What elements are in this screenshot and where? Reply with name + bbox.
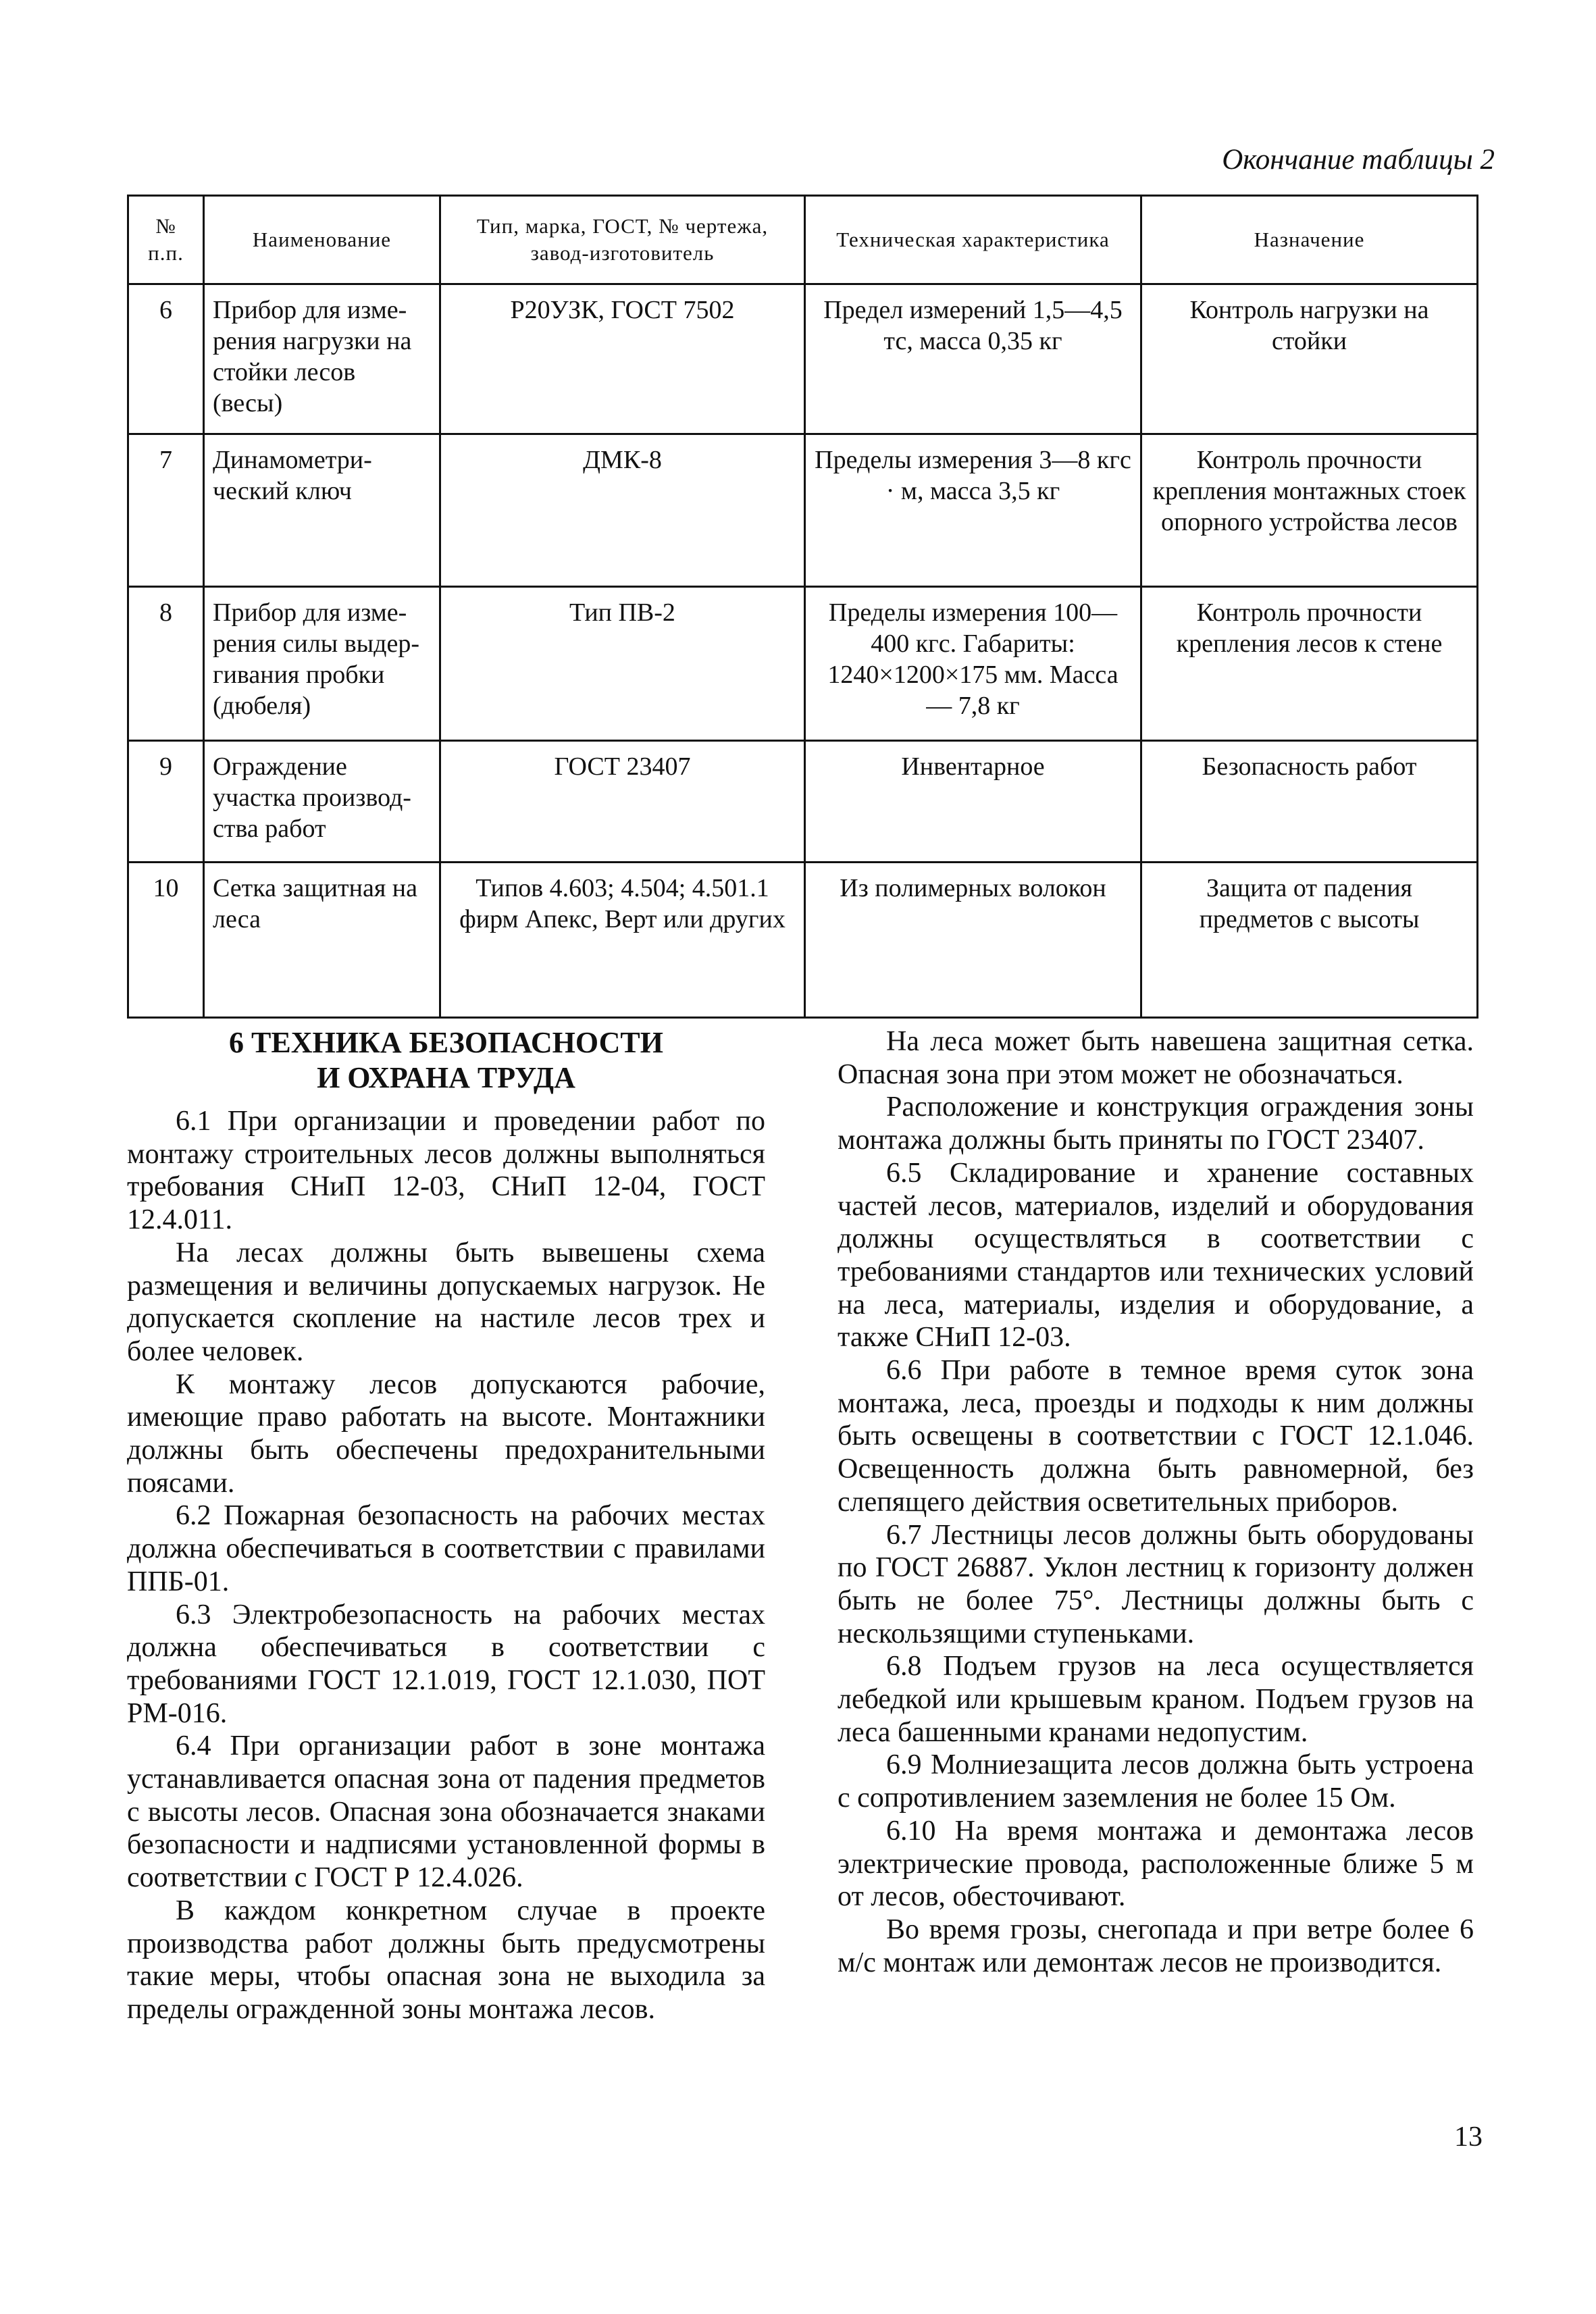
- cell-name: Динамометри-ческий ключ: [204, 434, 440, 587]
- cell-spec: Предел измерений 1,5—4,5 тс, масса 0,35 кг: [805, 284, 1141, 434]
- header-spec: Техническая характеристика: [805, 196, 1141, 284]
- cell-type: ГОСТ 23407: [440, 741, 805, 863]
- header-number: № п.п.: [128, 196, 204, 284]
- paragraph: 6.8 Подъем грузов на леса осуществляется лебедкой или крышевым краном. Подъем грузов на леса башенными кранами недопустим.: [838, 1651, 1474, 1748]
- table-row: [128, 741, 1478, 863]
- paragraph: 6.6 При работе в темное время суток зона монтажа, леса, проезды и подходы к ним должны быть освещены в соответствии с ГОСТ 12.1.046. Освещенность должна быть равномерной, без слепящего действия осветительных приборов.: [838, 1355, 1474, 1518]
- cell-type: Типов 4.603; 4.504; 4.501.1 фирм Апекс, Верт или других: [440, 863, 805, 1018]
- cell-spec: Пределы измерения 3—8 кгс · м, масса 3,5 кг: [805, 434, 1141, 587]
- table-row: [128, 863, 1478, 1018]
- cell-number: 9: [128, 741, 204, 863]
- cell-purpose: Контроль нагрузки на стойки: [1141, 284, 1478, 434]
- paragraph: К монтажу лесов допускаются рабочие, имеющие право работать на высоте. Монтажники должны быть обеспечены предохранительными поясами.: [127, 1368, 765, 1499]
- cell-type: Р20УЗК, ГОСТ 7502: [440, 284, 805, 434]
- cell-spec: Инвентарное: [805, 741, 1141, 863]
- page-number: 13: [1454, 2122, 1483, 2153]
- paragraph: На лесах должны быть вывешены схема размещения и величины допускаемых нагрузок. Не допускается скопление на настиле лесов трех и более человек.: [127, 1237, 765, 1367]
- cell-type: Тип ПВ-2: [440, 587, 805, 741]
- cell-number: 10: [128, 863, 204, 1018]
- paragraph: 6.10 На время монтажа и демонтажа лесов электрические провода, расположенные ближе 5 м от лесов, обесточивают.: [838, 1815, 1474, 1913]
- table-row: [128, 434, 1478, 587]
- paragraph: 6.2 Пожарная безопасность на рабочих местах должна обеспечиваться в соответствии с правилами ППБ-01.: [127, 1500, 765, 1597]
- paragraph: На леса может быть навешена защитная сетка. Опасная зона при этом может не обозначаться.: [838, 1026, 1474, 1090]
- left-column: [127, 1025, 765, 2026]
- paragraph: Во время грозы, снегопада и при ветре более 6 м/с монтаж или демонтаж лесов не производится.: [838, 1913, 1474, 1978]
- equipment-table: [127, 195, 1478, 1019]
- paragraph: 6.7 Лестницы лесов должны быть оборудованы по ГОСТ 26887. Уклон лестниц к горизонту должен быть не более 75°. Лестницы должны быть с нескользящими ступеньками.: [838, 1519, 1474, 1649]
- cell-number: 8: [128, 587, 204, 741]
- paragraph: 6.5 Складирование и хранение составных частей лесов, материалов, изделий и оборудования должны осуществляться в соответствии с требованиями стандартов или технических условий на леса, материалы, изделия и оборудование, а также СНиП 12-03.: [838, 1157, 1474, 1354]
- paragraph: 6.1 При организации и проведении работ по монтажу строительных лесов должны выполняться требования СНиП 12-03, СНиП 12-04, ГОСТ 12.4.011.: [127, 1106, 765, 1236]
- cell-name: Прибор для изме-рения силы выдер-гивания пробки (дюбеля): [204, 587, 440, 741]
- section-title-line-2: И ОХРАНА ТРУДА: [317, 1061, 575, 1094]
- cell-number: 6: [128, 284, 204, 434]
- table-caption: Окончание таблицы 2: [1222, 144, 1495, 176]
- paragraph: 6.4 При организации работ в зоне монтажа устанавливается опасная зона от падения предметов с высоты лесов. Опасная зона обозначается знаками безопасности и надписями установленной формы в соответствии с ГОСТ Р 12.4.026.: [127, 1730, 765, 1894]
- cell-purpose: Контроль прочности крепления лесов к стене: [1141, 587, 1478, 741]
- cell-name: Прибор для изме-рения нагрузки на стойки лесов (весы): [204, 284, 440, 434]
- section-title-line-1: 6 ТЕХНИКА БЕЗОПАСНОСТИ: [229, 1026, 663, 1059]
- cell-purpose: Контроль прочности крепления монтажных стоек опорного устройства лесов: [1141, 434, 1478, 587]
- cell-purpose: Безопасность работ: [1141, 741, 1478, 863]
- cell-name: Сетка защитная на леса: [204, 863, 440, 1018]
- table-row: [128, 587, 1478, 741]
- cell-spec: Пределы измерения 100—400 кгс. Габариты: 1240×1200×175 мм. Масса — 7,8 кг: [805, 587, 1141, 741]
- paragraph: Расположение и конструкция ограждения зоны монтажа должны быть приняты по ГОСТ 23407.: [838, 1091, 1474, 1156]
- section-title: [127, 1025, 765, 1096]
- cell-name: Ограждение участка производ-ства работ: [204, 741, 440, 863]
- paragraph: 6.9 Молниезащита лесов должна быть устроена с сопротивлением заземления не более 15 Ом.: [838, 1749, 1474, 1814]
- header-purpose: Назначение: [1141, 196, 1478, 284]
- paragraph: В каждом конкретном случае в проекте производства работ должны быть предусмотрены такие меры, чтобы опасная зона не выходила за пределы огражденной зоны монтажа лесов.: [127, 1895, 765, 2025]
- header-name: Наименование: [204, 196, 440, 284]
- right-column: [838, 1025, 1474, 1979]
- cell-number: 7: [128, 434, 204, 587]
- cell-type: ДМК-8: [440, 434, 805, 587]
- cell-spec: Из полимерных волокон: [805, 863, 1141, 1018]
- header-type: Тип, марка, ГОСТ, № чертежа, завод-изготовитель: [440, 196, 805, 284]
- paragraph: 6.3 Электробезопасность на рабочих местах должна обеспечиваться в соответствии с требованиями ГОСТ 12.1.019, ГОСТ 12.1.030, ПОТ РМ-016.: [127, 1599, 765, 1729]
- cell-purpose: Защита от падения предметов с высоты: [1141, 863, 1478, 1018]
- table-row: [128, 284, 1478, 434]
- table-header-row: [128, 196, 1478, 284]
